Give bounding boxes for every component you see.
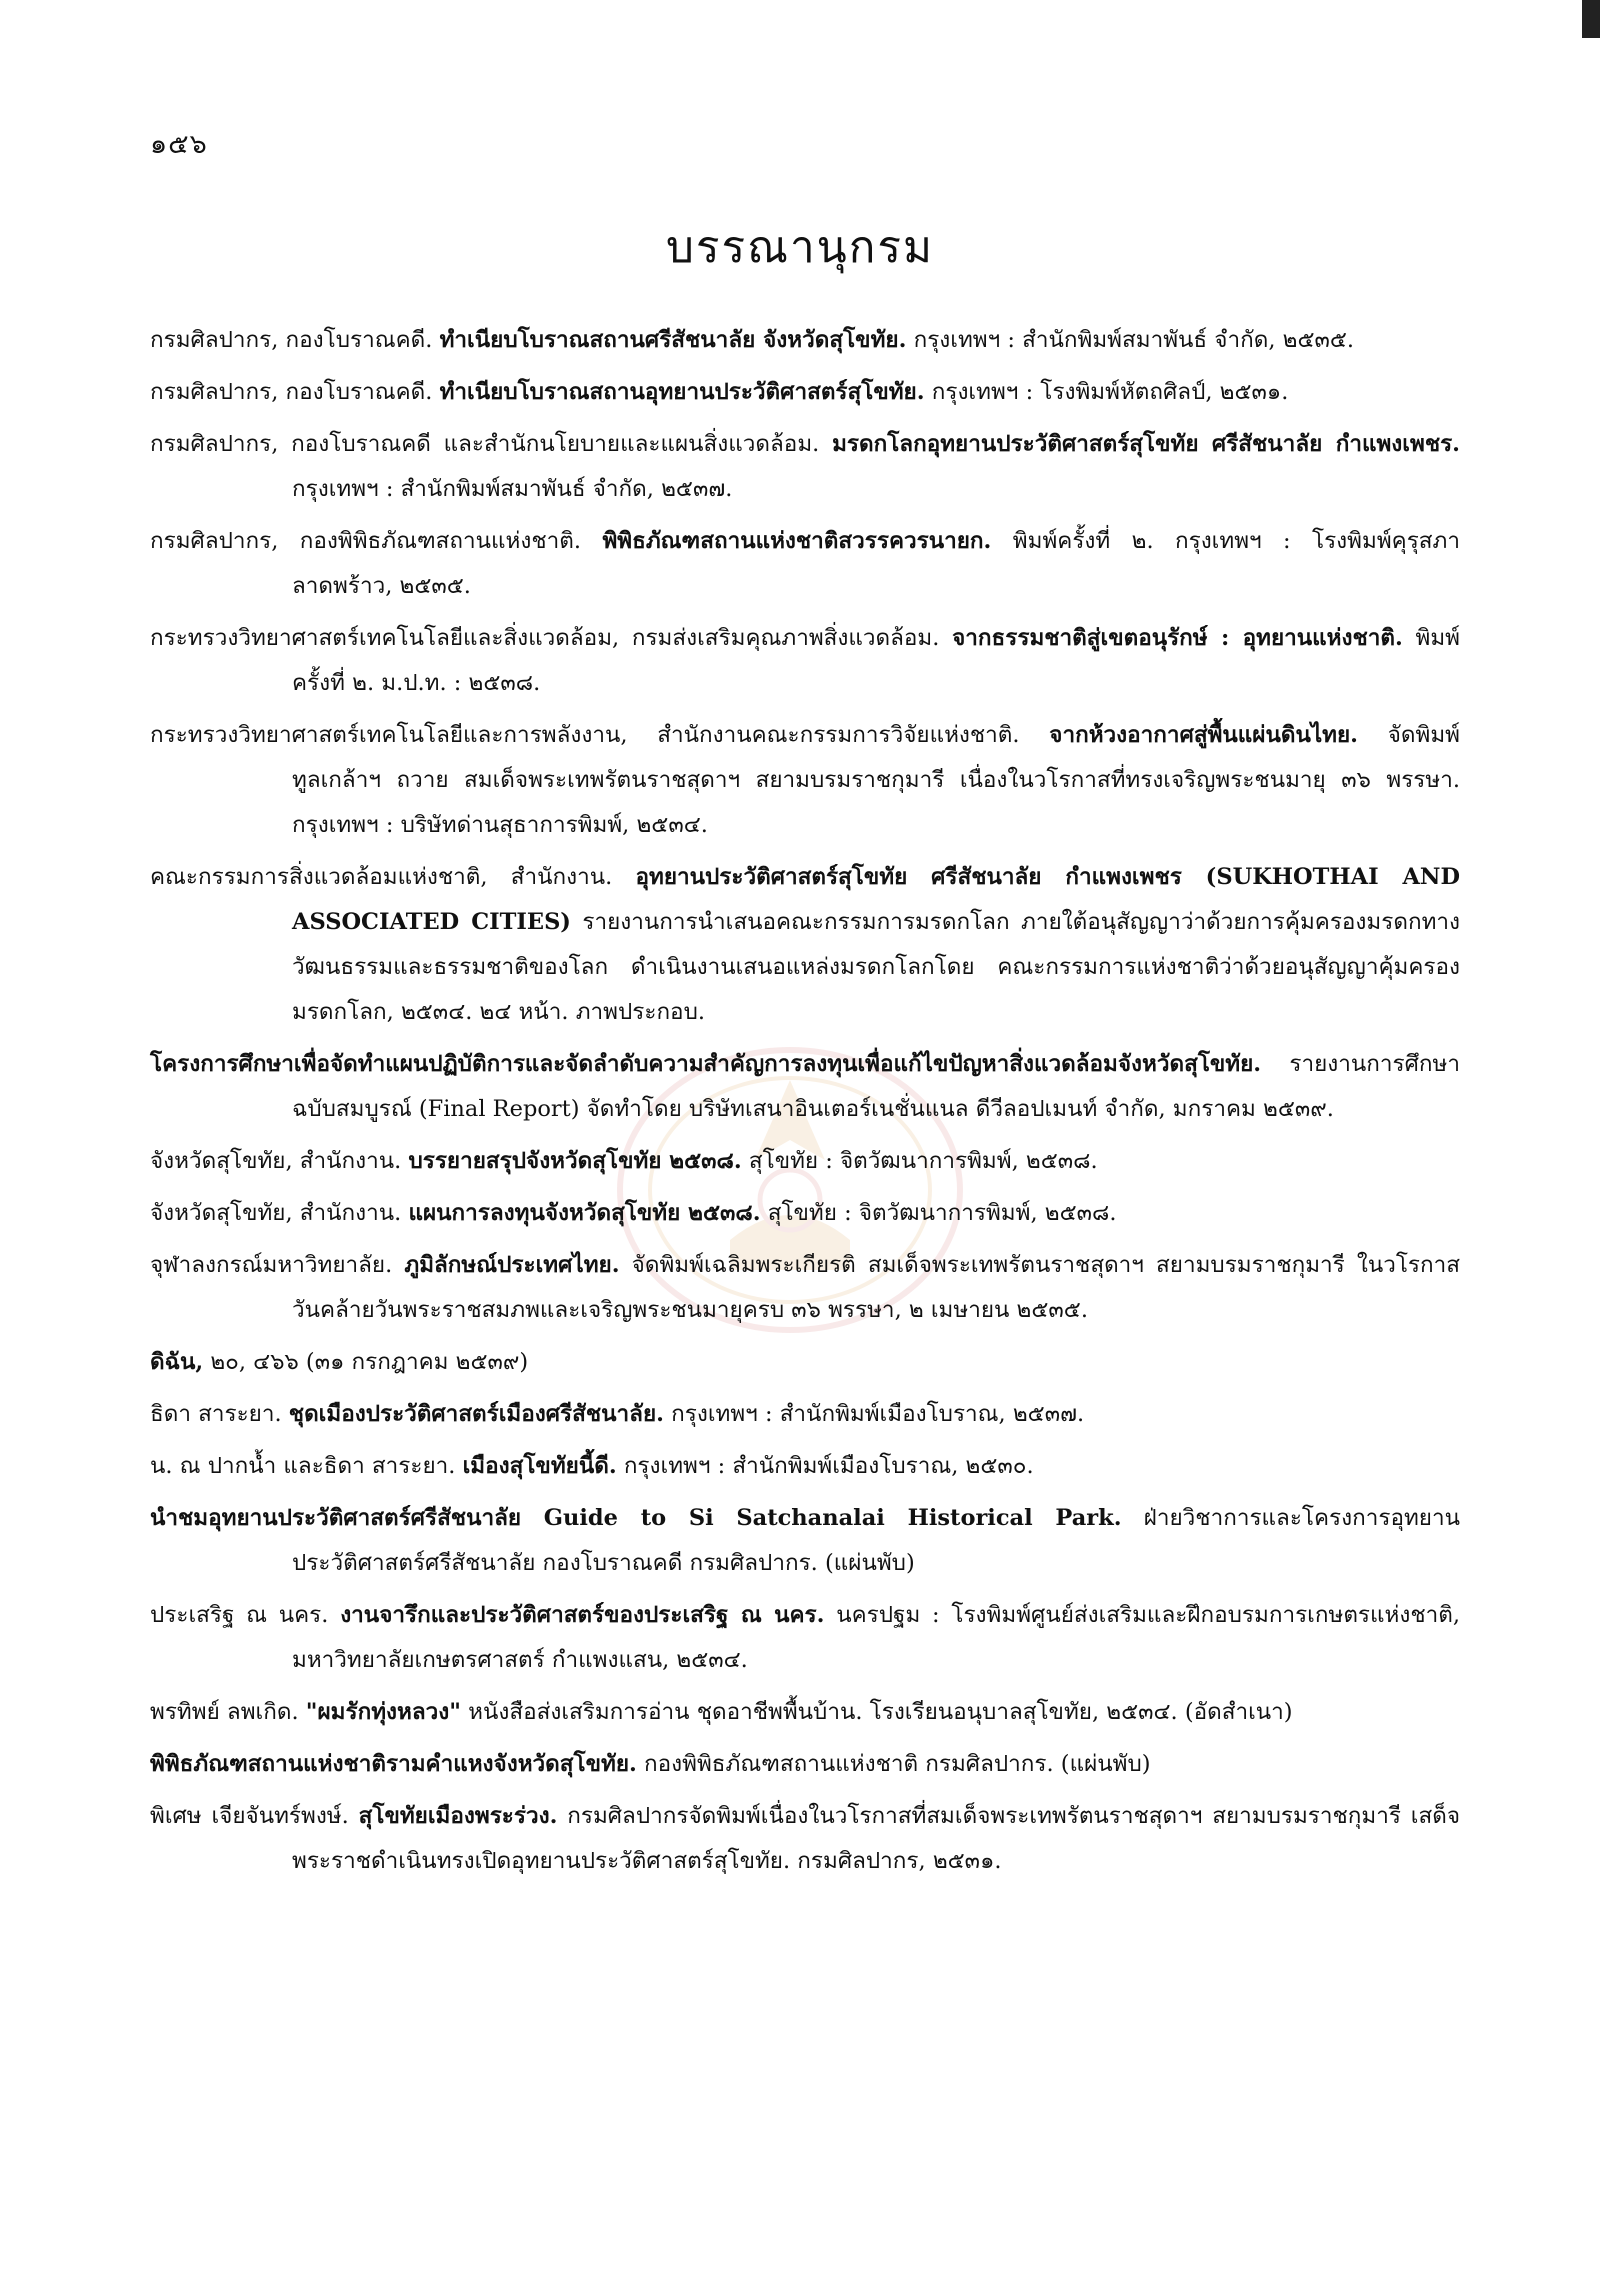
bib-entry-12 [150,1340,1460,1385]
bib-entry-16 [150,1593,1460,1683]
entry-publication: กรุงเทพฯ : โรงพิมพ์หัตถศิลป์, ๒๕๓๑. [931,379,1289,405]
bib-entry-3 [150,422,1460,512]
bib-entry-18 [150,1742,1460,1787]
entry-title: พิพิธภัณฑสถานแห่งชาติรามคำแหงจังหวัดสุโขทัย. [150,1751,637,1777]
entry-author: จุฬาลงกรณ์มหาวิทยาลัย. [150,1252,393,1278]
entry-title: จากห้วงอากาศสู่พื้นแผ่นดินไทย. [1049,722,1359,748]
bib-entry-7 [150,855,1460,1035]
entry-title: สุโขทัยเมืองพระร่วง. [358,1803,558,1829]
entry-title: จากธรรมชาติสู่เขตอนุรักษ์ : อุทยานแห่งชาติ. [952,625,1403,651]
entry-title: ทำเนียบโบราณสถานศรีสัชนาลัย จังหวัดสุโขทัย. [439,327,907,353]
bib-entry-1 [150,318,1460,363]
entry-title: เมืองสุโขทัยนี้ดี. [462,1453,617,1479]
bib-entry-14 [150,1444,1460,1489]
bib-entry-15 [150,1496,1460,1586]
entry-author: กระทรวงวิทยาศาสตร์เทคโนโลยีและการพลังงาน, สำนักงานคณะกรรมการวิจัยแห่งชาติ. [150,722,1020,748]
entry-title: "ผมรักทุ่งหลวง" [305,1699,462,1725]
scan-edge-mark [1582,0,1600,38]
bib-entry-8 [150,1042,1460,1132]
entry-title: แผนการลงทุนจังหวัดสุโขทัย ๒๕๓๘. [408,1200,761,1226]
bib-entry-5 [150,616,1460,706]
entry-publication: จัดพิมพ์เฉลิมพระเกียรติ สมเด็จพระเทพรัตนราชสุดาฯ สยามบรมราชกุมารี ในวโรกาสวันคล้ายวันพระราชสมภพและเจริญพระชนมายุครบ ๓๖ พรรษา, ๒ เมษายน ๒๕๓๕. [292,1252,1461,1323]
entry-author: กรมศิลปากร, กองโบราณคดี. [150,327,433,353]
entry-publication: หนังสือส่งเสริมการอ่าน ชุดอาชีพพื้นบ้าน. โรงเรียนอนุบาลสุโขทัย, ๒๕๓๔. (อัดสำเนา) [468,1699,1293,1725]
entry-title: อุทยานประวัติศาสตร์สุโขทัย ศรีสัชนาลัย กำแพงเพชร (SUKHOTHAI AND ASSOCIATED CITIES) [292,864,1460,935]
bibliography-list [150,318,1460,1891]
entry-title: นำชมอุทยานประวัติศาสตร์ศรีสัชนาลัย Guide to Si Satchanalai Historical Park. [150,1505,1122,1531]
bib-entry-19 [150,1794,1460,1884]
entry-publication: สุโขทัย : จิตวัฒนาการพิมพ์, ๒๕๓๘. [767,1200,1117,1226]
bib-entry-4 [150,519,1460,609]
entry-author: กระทรวงวิทยาศาสตร์เทคโนโลยีและสิ่งแวดล้อม, กรมส่งเสริมคุณภาพสิ่งแวดล้อม. [150,625,940,651]
entry-title: โครงการศึกษาเพื่อจัดทำแผนปฏิบัติการและจัดลำดับความสำคัญการลงทุนเพื่อแก้ไขปัญหาสิ่งแวดล้อมจังหวัดสุโขทัย. [150,1051,1262,1077]
entry-author: พรทิพย์ ลพเกิด. [150,1699,299,1725]
page-title: บรรณานุกรม [665,222,935,273]
entry-title: ทำเนียบโบราณสถานอุทยานประวัติศาสตร์สุโขทัย. [439,379,925,405]
entry-publication: กรุงเทพฯ : สำนักพิมพ์เมืองโบราณ, ๒๕๓๗. [671,1401,1085,1427]
entry-author: จังหวัดสุโขทัย, สำนักงาน. [150,1148,402,1174]
entry-author: ธิดา สาระยา. [150,1401,282,1427]
bib-entry-2 [150,370,1460,415]
page-number: ๑๕๖ [150,129,208,160]
entry-title: บรรยายสรุปจังหวัดสุโขทัย ๒๕๓๘. [408,1148,742,1174]
entry-author: น. ณ ปากน้ำ และธิดา สาระยา. [150,1453,456,1479]
entry-author: ประเสริฐ ณ นคร. [150,1602,329,1628]
entry-title: ภูมิลักษณ์ประเทศไทย. [404,1252,620,1278]
entry-author: กรมศิลปากร, กองโบราณคดี และสำนักนโยบายและแผนสิ่งแวดล้อม. [150,431,820,457]
entry-author: จังหวัดสุโขทัย, สำนักงาน. [150,1200,402,1226]
entry-publication: พิมพ์ครั้งที่ ๒. ม.ป.ท. : ๒๕๓๘. [292,625,1461,696]
entry-publication: กรมศิลปากรจัดพิมพ์เนื่องในวโรกาสที่สมเด็จพระเทพรัตนราชสุดาฯ สยามบรมราชกุมารี เสด็จพระราชดำเนินทรงเปิดอุทยานประวัติศาสตร์สุโขทัย. กรมศิลปากร, ๒๕๓๑. [292,1803,1461,1874]
bib-entry-17 [150,1690,1460,1735]
entry-publication: กรุงเทพฯ : สำนักพิมพ์เมืองโบราณ, ๒๕๓๐. [623,1453,1034,1479]
entry-publication: นครปฐม : โรงพิมพ์ศูนย์ส่งเสริมและฝึกอบรมการเกษตรแห่งชาติ, มหาวิทยาลัยเกษตรศาสตร์ กำแพงแสน, ๒๕๓๔. [292,1602,1461,1673]
entry-title: มรดกโลกอุทยานประวัติศาสตร์สุโขทัย ศรีสัชนาลัย กำแพงเพชร. [832,431,1461,457]
bib-entry-10 [150,1191,1460,1236]
entry-publication: ฝ่ายวิชาการและโครงการอุทยานประวัติศาสตร์ศรีสัชนาลัย กองโบราณคดี กรมศิลปากร. (แผ่นพับ) [292,1505,1461,1576]
entry-publication: สุโขทัย : จิตวัฒนาการพิมพ์, ๒๕๓๘. [748,1148,1098,1174]
entry-author: พิเศษ เจียจันทร์พงษ์. [150,1803,349,1829]
entry-publication: ๒๐, ๔๖๖ (๓๑ กรกฎาคม ๒๕๓๙) [210,1349,529,1375]
entry-publication: พิมพ์ครั้งที่ ๒. กรุงเทพฯ : โรงพิมพ์คุรุสภาลาดพร้าว, ๒๕๓๕. [292,528,1460,599]
entry-publication: จัดพิมพ์ทูลเกล้าฯ ถวาย สมเด็จพระเทพรัตนราชสุดาฯ สยามบรมราชกุมารี เนื่องในวโรกาสที่ทรงเจริญพระชนมายุ ๓๖ พรรษา. กรุงเทพฯ : บริษัทด่านสุธาการพิมพ์, ๒๕๓๔. [292,722,1461,838]
bib-entry-6 [150,713,1460,848]
entry-author: กรมศิลปากร, กองโบราณคดี. [150,379,433,405]
entry-title: พิพิธภัณฑสถานแห่งชาติสวรรควรนายก. [602,528,992,554]
entry-title: ดิฉัน, [150,1349,204,1375]
bib-entry-11 [150,1243,1460,1333]
entry-title: งานจารึกและประวัติศาสตร์ของประเสริฐ ณ นคร. [340,1602,825,1628]
entry-publication: กองพิพิธภัณฑสถานแห่งชาติ กรมศิลปากร. (แผ่นพับ) [644,1751,1151,1777]
entry-publication: กรุงเทพฯ : สำนักพิมพ์สมาพันธ์ จำกัด, ๒๕๓๕. [913,327,1355,353]
entry-author: กรมศิลปากร, กองพิพิธภัณฑสถานแห่งชาติ. [150,528,582,554]
bib-entry-13 [150,1392,1460,1437]
bib-entry-9 [150,1139,1460,1184]
entry-author: คณะกรรมการสิ่งแวดล้อมแห่งชาติ, สำนักงาน. [150,864,613,890]
entry-publication: กรุงเทพฯ : สำนักพิมพ์สมาพันธ์ จำกัด, ๒๕๓๗. [292,476,733,502]
entry-title: ชุดเมืองประวัติศาสตร์เมืองศรีสัชนาลัย. [288,1401,664,1427]
entry-publication: รายงานการนำเสนอคณะกรรมการมรดกโลก ภายใต้อนุสัญญาว่าด้วยการคุ้มครองมรดกทางวัฒนธรรมและธรรมชาติของโลก ดำเนินงานเสนอแหล่งมรดกโลกโดย คณะกรรมการแห่งชาติว่าด้วยอนุสัญญาคุ้มครองมรดกโลก, ๒๕๓๔. ๒๔ หน้า. ภาพประกอบ. [292,909,1461,1025]
entry-publication: รายงานการศึกษาฉบับสมบูรณ์ (Final Report) จัดทำโดย บริษัทเสนาอินเตอร์เนชั่นแนล ดีวีลอปเมนท์ จำกัด, มกราคม ๒๕๓๙. [292,1051,1460,1122]
